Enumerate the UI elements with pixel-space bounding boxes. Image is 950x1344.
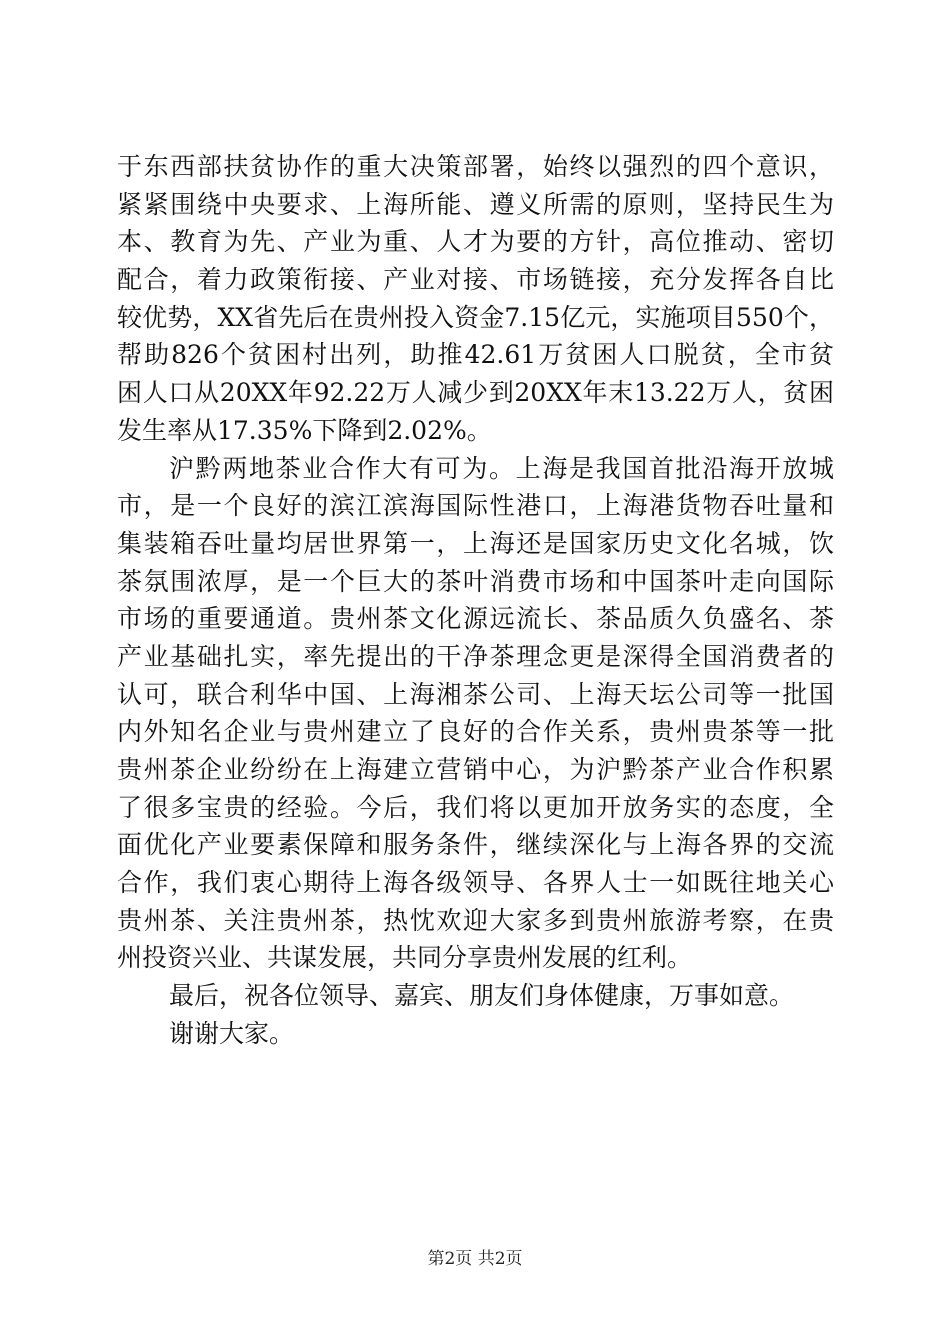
text-line: 困人口从20XX年92.22万人减少到20XX年末13.22万人，贫困	[117, 378, 834, 408]
text-line: 配合，着力政策衔接、产业对接、市场链接，充分发挥各自比	[117, 265, 834, 295]
text-line: 产业基础扎实，率先提出的干净茶理念更是深得全国消费者的	[117, 641, 834, 671]
text-line: 了很多宝贵的经验。今后，我们将以更加开放务实的态度，全	[117, 792, 834, 822]
paragraph-2	[117, 450, 834, 978]
text-line: 州投资兴业、共谋发展，共同分享贵州发展的红利。	[117, 943, 693, 973]
text-line: 贵州茶、关注贵州茶，热忱欢迎大家多到贵州旅游考察，在贵	[117, 905, 834, 935]
text-line: 发生率从17.35%下降到2.02%。	[117, 415, 492, 445]
page-number-footer: 第2页 共2页	[427, 1249, 523, 1269]
text-line: 市场的重要通道。贵州茶文化源远流长、茶品质久负盛名、茶	[117, 604, 834, 634]
text-line: 合作，我们衷心期待上海各级领导、各界人士一如既往地关心	[117, 868, 834, 898]
text-line: 本、教育为先、产业为重、人才为要的方针，高位推动、密切	[117, 227, 834, 257]
text-line: 面优化产业要素保障和服务条件，继续深化与上海各界的交流	[117, 830, 834, 860]
text-line: 内外知名企业与贵州建立了良好的合作关系，贵州贵茶等一批	[117, 717, 834, 747]
text-line: 于东西部扶贫协作的重大决策部署，始终以强烈的四个意识，	[117, 152, 834, 181]
text-line: 市，是一个良好的滨江滨海国际性港口，上海港货物吞吐量和	[117, 491, 834, 521]
text-line: 帮助826个贫困村出列，助推42.61万贫困人口脱贫，全市贫	[117, 340, 834, 370]
text-line: 较优势，XX省先后在贵州投入资金7.15亿元，实施项目550个，	[117, 302, 834, 332]
paragraph-1	[117, 148, 834, 450]
paragraph-3: 最后，祝各位领导、嘉宾、朋友们身体健康，万事如意。	[169, 981, 795, 1011]
text-line: 贵州茶企业纷纷在上海建立营销中心，为沪黔茶产业合作积累	[117, 755, 834, 784]
text-line: 集装箱吞吐量均居世界第一，上海还是国家历史文化名城，饮	[117, 528, 834, 558]
paragraph-4: 谢谢大家。	[169, 1018, 295, 1048]
text-line: 茶氛围浓厚，是一个巨大的茶叶消费市场和中国茶叶走向国际	[117, 566, 834, 596]
text-line: 认可，联合利华中国、上海湘茶公司、上海天坛公司等一批国	[117, 679, 834, 709]
document-body	[117, 148, 834, 1053]
text-line: 紧紧围绕中央要求、上海所能、遵义所需的原则，坚持民生为	[117, 189, 834, 219]
text-line: 沪黔两地茶业合作大有可为。上海是我国首批沿海开放城	[169, 453, 834, 483]
